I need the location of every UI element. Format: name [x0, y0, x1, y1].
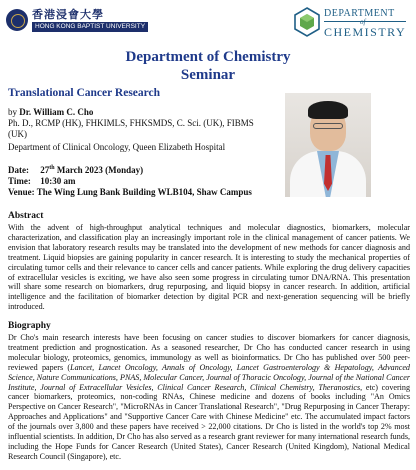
speaker-affiliation: Department of Clinical Oncology, Queen Elizabeth Hospital — [8, 142, 226, 152]
event-date — [8, 163, 252, 176]
speaker-info — [8, 107, 270, 153]
speaker-qualifications: Ph. D., RCMP (HK), FHKIMLS, FHKSMDS, C. Sci. (UK), FIBMS (UK) — [8, 118, 254, 139]
abstract-text: With the advent of high-throughput analytical techniques and molecular diagnostics, biomarkers, molecular characterization, and classification play an increasingly important role in the clinical management of cancer patients. We envision that laboratory research results may be translated into the development of new methods for cancer diagnosis and treatment. Liquid biopsies are gaining popularity in cancer research. It is interesting to study the mechanical properties of circulating tumor cells and their relevance to cancer cells and cancer patients. While exploring the drug delivery capacities of extracellular vesicles is exciting, we have also seen some progress in circulating tumor DNA/RNA. This presentation will share some research on biomarkers, drug repurposing, and liquid biopsy in cancer research. In addition, artificial intelligence and the facilitation of biomarker detection by digital PCR and next-generation sequencing will be briefly introduced. — [8, 223, 410, 312]
chemistry-department-logo — [294, 4, 410, 42]
speaker-photo — [285, 93, 371, 197]
biography-text-2: , etc) covering cancer biomarkers, proteomics, non-coding RNAs, Chinese medicine and dozens of books including "An Omics Perspective on Cancer Research", "MicroRNAs in Cancer Translational Research", "Drug Repurposing in Cancer Therapy: Approaches and Applications" and "Supportive Cancer Care with Chinese Medicine" etc. The accumulated impact factors of the journals over 3,800 and these papers have received > 22,000 citations. Dr Cho is listed in the world's top 2% most influential scientists. In addition, Dr Cho has also served as a research grant reviewer for many international research funds, including the Hope Funds for Cancer Research (United States), Cancer Research (United Kingdom), National Medical Research Council (Singapore), etc. — [8, 382, 410, 461]
time-label: Time: — [8, 176, 31, 186]
biography-journals: Lancet, Lancet Oncology, Annals of Oncology, Lancet Gastroenterology & Hepatology, Advanced Science, Nature Communications, PNAS, Molecular Cancer, Journal of Thoracic Oncology, Journal of the National Cancer Institute, Journal of Extracellular Vesicles, Clinical Cancer Research, Clinical Chemistry, Theranostics — [8, 362, 410, 392]
page-title-line2: Seminar — [180, 67, 236, 83]
date-ordinal: th — [49, 165, 55, 171]
date-value: March 2023 (Monday) — [54, 165, 144, 175]
university-name-en: HONG KONG BAPTIST UNIVERSITY — [32, 22, 148, 32]
venue-value: The Wing Lung Bank Building WLB104, Shaw Campus — [36, 187, 252, 197]
biography-text-1: Dr Cho's main research interests have been focusing on cancer studies to discover biomarkers for cancer diagnosis, treatment prediction and prognostication. As a seasoned researcher, Dr Cho has conducted cancer research in using molecular biology, proteomics, genomics, immunology as well as bioinformatics. Dr Cho has published over 500 peer-reviewed papers ( — [8, 333, 410, 372]
abstract-heading: Abstract — [8, 211, 44, 221]
date-label: Date: — [8, 165, 29, 175]
hkbu-seal-icon — [6, 9, 28, 31]
page-title — [0, 48, 416, 84]
date-day: 27 — [40, 165, 50, 175]
event-venue — [8, 187, 252, 198]
speaker-name: Dr. William C. Cho — [19, 107, 94, 117]
dept-logo-of: of — [360, 18, 366, 26]
speaker-by: by — [8, 107, 17, 117]
venue-label: Venue: — [8, 187, 35, 197]
event-time — [8, 176, 252, 187]
time-value: 10:30 am — [40, 176, 76, 186]
biography-text — [8, 333, 410, 462]
page-title-line1: Department of Chemistry — [125, 49, 291, 65]
dept-logo-line1: DEPARTMENT — [324, 8, 395, 19]
dept-logo-line2: CHEMISTRY — [324, 25, 407, 39]
university-name-cn: 香港浸會大學 — [32, 8, 104, 21]
hexagon-molecule-icon — [294, 7, 320, 37]
biography-heading: Biography — [8, 321, 51, 331]
header — [0, 0, 416, 46]
event-details — [8, 163, 252, 198]
talk-title: Translational Cancer Research — [8, 87, 161, 99]
hkbu-logo — [6, 8, 148, 32]
